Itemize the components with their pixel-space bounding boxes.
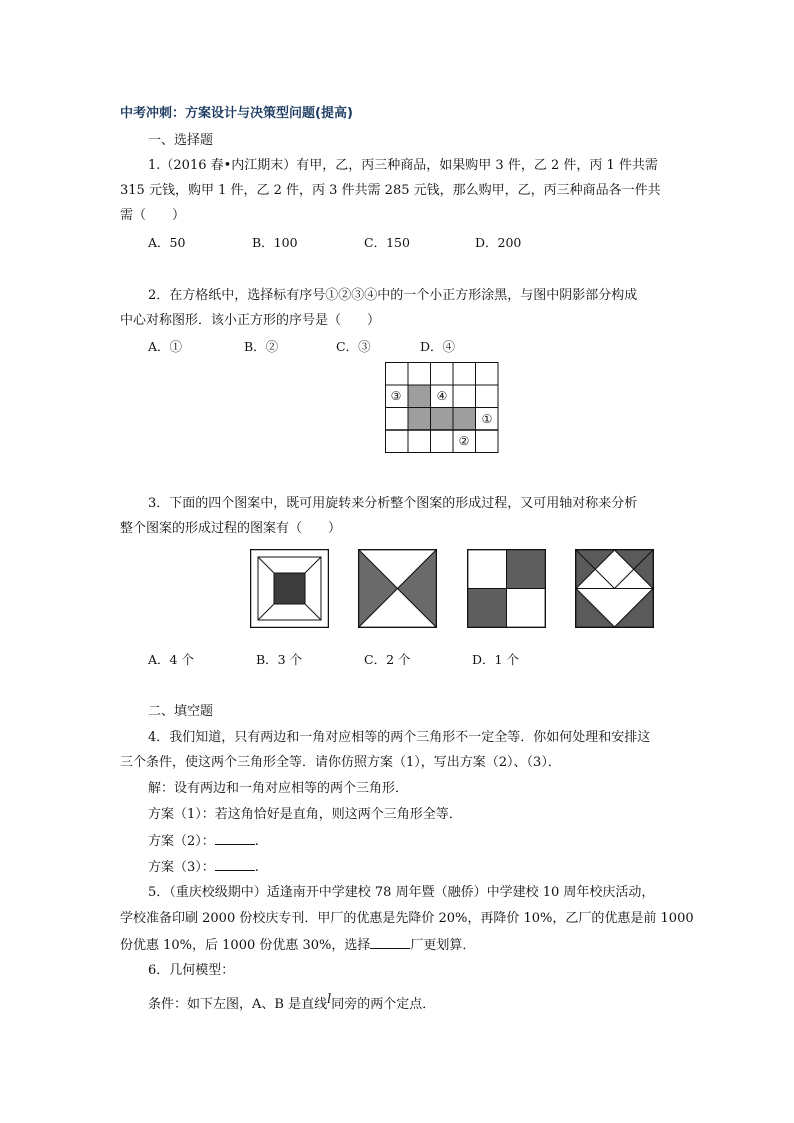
q6-condition-b: 同旁的两个定点． bbox=[331, 997, 436, 1012]
q1-line2: 315 元钱，购甲 1 件，乙 2 件，丙 3 件共需 285 元钱，那么购甲，乙，丙三种商品各一件共 bbox=[120, 183, 661, 198]
q4-plan2-blank[interactable] bbox=[215, 832, 255, 845]
q4-plan2-label: 方案（2）： bbox=[148, 834, 215, 849]
q4-line2: 三个条件，使这两个三角形全等．请你仿照方案（1），写出方案（2）、（3）． bbox=[120, 755, 561, 770]
shaded-cell bbox=[431, 408, 454, 431]
pattern-figure-3 bbox=[467, 549, 546, 628]
grid-label-2: ② bbox=[458, 434, 470, 448]
section-heading-fill: 二、填空题 bbox=[148, 704, 214, 719]
q5-blank[interactable] bbox=[370, 936, 410, 949]
q2-option-b: B．② bbox=[244, 339, 279, 354]
q2-grid-figure bbox=[385, 362, 499, 452]
grid-label-1: ① bbox=[481, 412, 493, 426]
q3-option-d: D．1 个 bbox=[472, 652, 519, 667]
q4-plan3 bbox=[148, 858, 259, 877]
q2-line1: 2．在方格纸中，选择标有序号①②③④中的一个小正方形涂黑，与图中阴影部分构成 bbox=[148, 288, 638, 303]
q5-line2: 学校准备印刷 2000 份校庆专刊．甲厂的优惠是先降价 20%，再降价 10%，乙厂的优惠是前 1000 bbox=[120, 911, 694, 926]
q5-line3-text: 份优惠 10%，后 1000 份优惠 30%，选择 bbox=[120, 938, 371, 953]
q4-line1: 4．我们知道，只有两边和一角对应相等的两个三角形不一定全等．你如何处理和安排这 bbox=[148, 730, 651, 745]
pattern-figure-1 bbox=[250, 549, 329, 628]
q5-line3-tail: 厂更划算． bbox=[410, 938, 476, 953]
q2-option-a: A．① bbox=[148, 339, 183, 354]
section-heading-choice: 一、选择题 bbox=[148, 133, 214, 148]
q4-plan3-label: 方案（3）： bbox=[148, 860, 215, 875]
q4-plan1: 方案（1）：若这角恰好是直角，则这两个三角形全等． bbox=[148, 807, 462, 822]
q2-line2: 中心对称图形．该小正方形的序号是（ ） bbox=[120, 313, 381, 328]
grid-label-3: ③ bbox=[390, 389, 402, 403]
q5-line1: 5．（重庆校级期中）适逢南开中学建校 78 周年暨（融侨）中学建校 10 周年校庆活动， bbox=[148, 885, 655, 900]
q2-option-d: D．④ bbox=[420, 339, 456, 354]
q3-line2: 整个图案的形成过程的图案有（ ） bbox=[120, 521, 342, 536]
grid-label-4: ④ bbox=[436, 389, 448, 403]
q1-option-b: B．100 bbox=[252, 235, 298, 250]
q5-line3 bbox=[120, 936, 475, 955]
q3-option-b: B．3 个 bbox=[256, 652, 303, 667]
q4-plan2 bbox=[148, 832, 259, 851]
q1-option-c: C．150 bbox=[364, 235, 410, 250]
q6-condition bbox=[148, 992, 436, 1014]
shaded-cell bbox=[453, 408, 476, 431]
q3-option-a: A．4 个 bbox=[148, 652, 194, 667]
q4-solution: 解：设有两边和一角对应相等的两个三角形． bbox=[148, 781, 409, 796]
shaded-cell bbox=[408, 385, 431, 408]
q6-line1: 6．几何模型： bbox=[148, 963, 235, 978]
q6-condition-a: 条件：如下左图，A、B 是直线 bbox=[148, 997, 328, 1012]
shaded-cell bbox=[408, 408, 431, 431]
pattern-figure-4 bbox=[575, 549, 654, 628]
page-title: 中考冲刺：方案设计与决策型问题(提高) bbox=[120, 106, 353, 121]
q4-plan3-blank[interactable] bbox=[215, 858, 255, 871]
q1-line3: 需（ ） bbox=[120, 208, 186, 223]
q3-line1: 3．下面的四个图案中，既可用旋转来分析整个图案的形成过程，又可用轴对称来分析 bbox=[148, 496, 638, 511]
q2-option-c: C．③ bbox=[336, 339, 371, 354]
q1-line1: 1.（2016 春•内江期末）有甲，乙，丙三种商品，如果购甲 3 件，乙 2 件，丙 1 件共需 bbox=[148, 158, 658, 173]
q1-option-a: A．50 bbox=[148, 235, 186, 250]
pattern-figure-2 bbox=[358, 549, 437, 628]
q4-plan2-period: . bbox=[254, 834, 259, 849]
q4-plan3-period: . bbox=[254, 860, 259, 875]
q6-line-variable: l bbox=[327, 992, 332, 1007]
q3-option-c: C．2 个 bbox=[364, 652, 411, 667]
q1-option-d: D．200 bbox=[475, 235, 522, 250]
